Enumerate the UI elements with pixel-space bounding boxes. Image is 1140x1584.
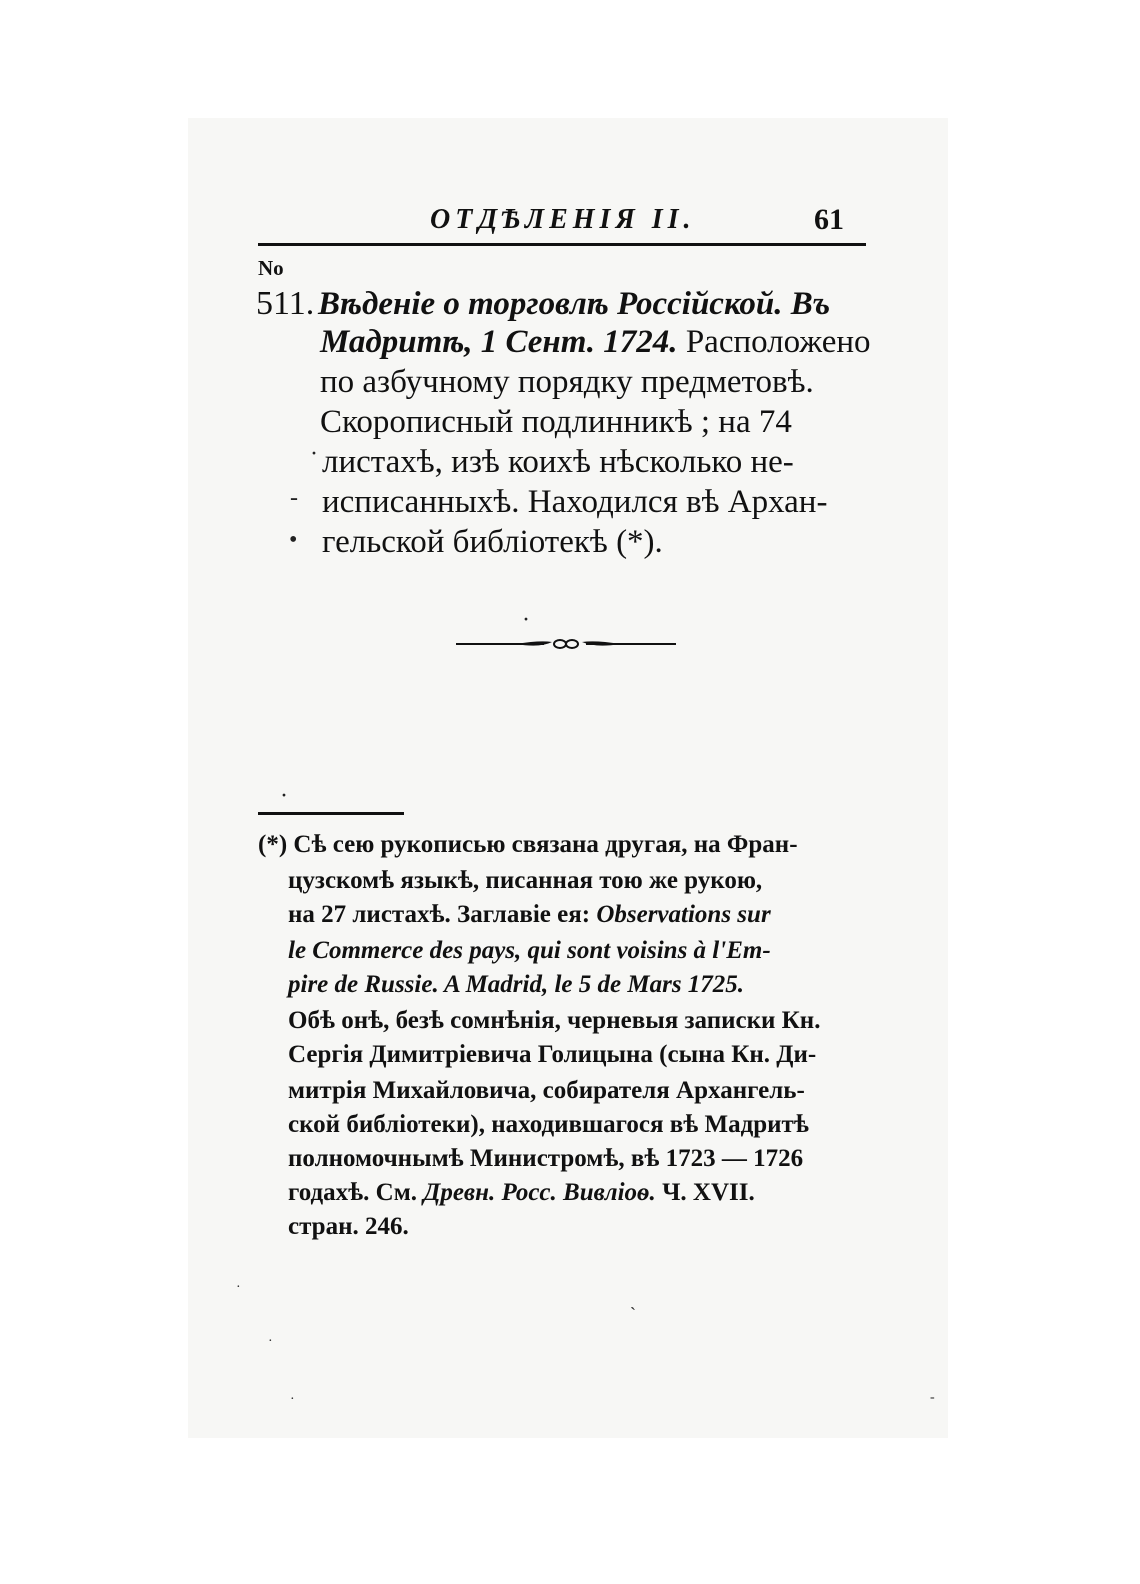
- header-rule: [258, 243, 866, 246]
- footnote-line-9: [288, 1108, 872, 1142]
- entry-text: Расположено: [677, 324, 871, 360]
- section-title: ОТДѢЛЕНІЯ II.: [430, 204, 696, 235]
- scroll-ornament-icon: [456, 630, 680, 658]
- footnote-line-5: [288, 968, 872, 1002]
- footnote-text: (*) Сѣ сею рукописью связана другая, на Фран-: [258, 831, 798, 858]
- margin-mark: ·: [236, 1280, 241, 1295]
- entry-line-7: [322, 520, 882, 564]
- entry-number: 511.: [256, 285, 315, 322]
- page-number: 61: [814, 203, 844, 236]
- footnote-text: митрія Михайловича, собирателя Архангель-: [288, 1077, 805, 1104]
- footnote-text: Сергія Димитріевича Голицына (сына Кн. Ди-: [288, 1041, 817, 1068]
- footnote-text: годахѣ. См.: [288, 1179, 424, 1206]
- entry-text: исписанныхѣ. Находился вѣ Архан-: [322, 484, 828, 520]
- footnote-rule: [258, 812, 404, 815]
- footnote-line-8: [288, 1074, 872, 1108]
- entry-line-5: [322, 440, 882, 484]
- footnote-italic-title: pire de Russie. A Madrid, le 5 de Mars 1725.: [288, 971, 745, 998]
- footnote-text: Обѣ онѣ, безѣ сомнѣнія, черневыя записки Кн.: [288, 1007, 821, 1034]
- margin-mark: ·: [522, 607, 530, 633]
- margin-mark: -: [930, 1390, 935, 1405]
- footnote-citation: Древн. Росс. Вивліоѳ.: [423, 1179, 656, 1206]
- footnote-italic-title: le Commerce des pays, qui sont voisins à l'Em-: [288, 937, 771, 964]
- footnote-text: на 27 листахѣ. Заглавіе ея:: [288, 901, 597, 928]
- entry-title-date: Мадритѣ, 1 Сент. 1724.: [320, 324, 678, 360]
- entry-no-label: No: [258, 256, 284, 280]
- margin-mark: ·: [310, 441, 318, 467]
- footnote-text: Ч. XVII.: [655, 1179, 755, 1206]
- entry-text: Скорописный подлинникѣ ; на 74: [320, 404, 792, 440]
- footnote-line-11: [288, 1176, 872, 1210]
- footnote-line-10: [288, 1142, 872, 1176]
- footnote-line-12: [288, 1210, 872, 1244]
- margin-mark: ·: [290, 1392, 295, 1407]
- margin-mark: ˋ: [630, 1304, 636, 1324]
- footnote-line-2: [288, 864, 872, 898]
- running-head: [258, 198, 866, 242]
- footnote-line-1: [258, 828, 872, 862]
- footnote-line-6: [288, 1004, 872, 1038]
- footnote-line-3: [288, 898, 872, 932]
- footnote-italic-title: Observations sur: [596, 901, 771, 928]
- margin-mark: •: [289, 527, 298, 553]
- footnote-text: полномочнымѣ Министромѣ, вѣ 1723 — 1726: [288, 1145, 804, 1172]
- entry-line-4: [320, 400, 880, 444]
- footnote-text: цузскомѣ языкѣ, писанная тою же рукою,: [288, 867, 763, 894]
- entry-text: листахѣ, изѣ коихѣ нѣсколько не-: [322, 444, 794, 480]
- entry-line-3: [320, 360, 880, 404]
- entry-title-part: Вѣденіе о торговлѣ Россійской. Въ: [318, 286, 831, 322]
- entry-text: гельской библіотекѣ (*).: [322, 524, 663, 560]
- footnote-text: стран. 246.: [288, 1213, 409, 1240]
- entry-line-2: [320, 320, 880, 364]
- footnote-line-7: [288, 1038, 872, 1072]
- footnote-text: ской библіотеки), находившагося вѣ Мадритѣ: [288, 1111, 809, 1138]
- footnote-line-4: [288, 934, 872, 968]
- margin-mark: -: [290, 485, 298, 511]
- margin-mark: ·: [280, 783, 288, 809]
- entry-text: по азбучному порядку предметовѣ.: [320, 364, 814, 400]
- entry-line-6: [322, 480, 882, 524]
- margin-mark: ·: [268, 1334, 273, 1349]
